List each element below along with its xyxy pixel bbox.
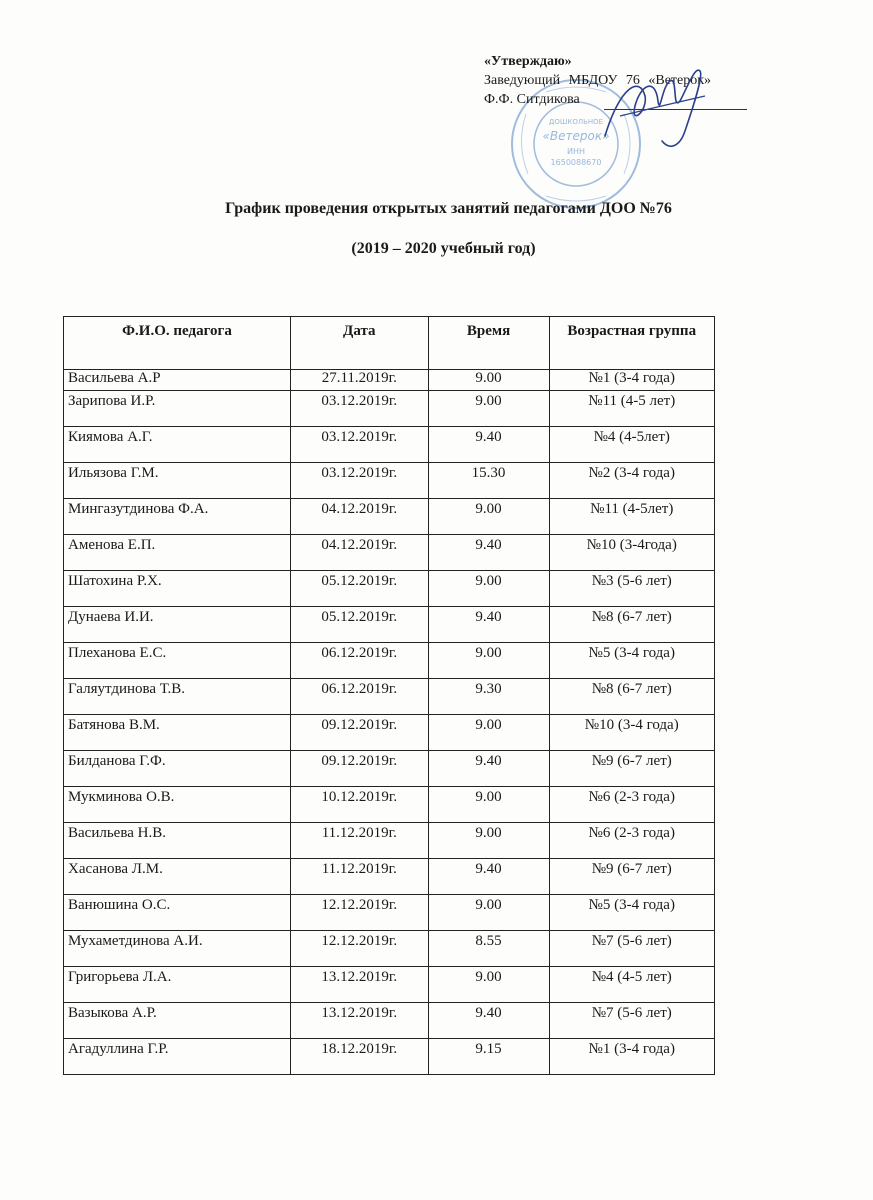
cell-time: 9.40 [428,535,549,571]
cell-time: 9.40 [428,751,549,787]
table-row [64,571,715,607]
cell-date: 09.12.2019г. [290,751,428,787]
svg-text:«Ветерок»: «Ветерок» [542,129,610,143]
cell-time: 9.00 [428,499,549,535]
table-row [64,1003,715,1039]
cell-teacher-name: Киямова А.Г. [64,427,291,463]
table-row [64,391,715,427]
cell-teacher-name: Агадуллина Г.Р. [64,1039,291,1075]
cell-teacher-name: Мингазутдинова Ф.А. [64,499,291,535]
cell-time: 9.00 [428,391,549,427]
cell-date: 10.12.2019г. [290,787,428,823]
cell-date: 04.12.2019г. [290,535,428,571]
cell-time: 9.40 [428,1003,549,1039]
cell-age-group: №7 (5-6 лет) [549,1003,715,1039]
cell-date: 11.12.2019г. [290,823,428,859]
cell-age-group: №10 (3-4 года) [549,715,715,751]
cell-teacher-name: Григорьева Л.А. [64,967,291,1003]
header-teacher-name: Ф.И.О. педагога [64,317,291,370]
approval-title: «Утверждаю» [484,54,572,69]
cell-date: 09.12.2019г. [290,715,428,751]
table-row [64,535,715,571]
cell-teacher-name: Хасанова Л.М. [64,859,291,895]
cell-age-group: №3 (5-6 лет) [549,571,715,607]
cell-age-group: №8 (6-7 лет) [549,607,715,643]
table-row [64,370,715,391]
cell-time: 9.15 [428,1039,549,1075]
cell-date: 12.12.2019г. [290,895,428,931]
table-row [64,715,715,751]
cell-age-group: №4 (4-5лет) [549,427,715,463]
cell-date: 05.12.2019г. [290,607,428,643]
cell-teacher-name: Ванюшина О.С. [64,895,291,931]
cell-teacher-name: Галяутдинова Т.В. [64,679,291,715]
table-row [64,643,715,679]
table-row [64,931,715,967]
header-time: Время [428,317,549,370]
cell-teacher-name: Шатохина Р.Х. [64,571,291,607]
cell-age-group: №5 (3-4 года) [549,643,715,679]
cell-age-group: №6 (2-3 года) [549,787,715,823]
cell-age-group: №2 (3-4 года) [549,463,715,499]
approval-name: Ф.Ф. Ситдикова [484,92,580,107]
cell-age-group: №6 (2-3 года) [549,823,715,859]
cell-time: 9.00 [428,895,549,931]
cell-age-group: №1 (3-4 года) [549,1039,715,1075]
table-row [64,823,715,859]
table-row [64,427,715,463]
cell-teacher-name: Мухаметдинова А.И. [64,931,291,967]
header-age-group: Возрастная группа [549,317,715,370]
svg-text:ДОШКОЛЬНОЕ: ДОШКОЛЬНОЕ [548,118,604,126]
table-row [64,499,715,535]
table-header-row [64,317,715,370]
cell-teacher-name: Билданова Г.Ф. [64,751,291,787]
cell-time: 9.30 [428,679,549,715]
cell-date: 27.11.2019г. [290,370,428,391]
cell-age-group: №11 (4-5 лет) [549,391,715,427]
cell-time: 9.00 [428,787,549,823]
cell-time: 9.40 [428,607,549,643]
svg-text:ИНН: ИНН [566,147,586,156]
cell-date: 13.12.2019г. [290,1003,428,1039]
cell-date: 18.12.2019г. [290,1039,428,1075]
table-row [64,895,715,931]
table-row [64,787,715,823]
cell-age-group: №1 (3-4 года) [549,370,715,391]
cell-time: 9.00 [428,571,549,607]
cell-teacher-name: Плеханова Е.С. [64,643,291,679]
schedule-table [63,316,715,1075]
table-row [64,859,715,895]
cell-date: 11.12.2019г. [290,859,428,895]
cell-age-group: №9 (6-7 лет) [549,751,715,787]
table-row [64,751,715,787]
cell-time: 9.00 [428,967,549,1003]
table-row [64,1039,715,1075]
table-row [64,679,715,715]
cell-time: 9.00 [428,370,549,391]
cell-time: 9.40 [428,859,549,895]
cell-time: 9.00 [428,823,549,859]
cell-date: 06.12.2019г. [290,643,428,679]
cell-age-group: №5 (3-4 года) [549,895,715,931]
cell-teacher-name: Аменова Е.П. [64,535,291,571]
cell-time: 9.00 [428,715,549,751]
cell-teacher-name: Дунаева И.И. [64,607,291,643]
cell-date: 03.12.2019г. [290,391,428,427]
cell-time: 8.55 [428,931,549,967]
cell-date: 12.12.2019г. [290,931,428,967]
cell-teacher-name: Вазыкова А.Р. [64,1003,291,1039]
cell-date: 05.12.2019г. [290,571,428,607]
table-row [64,607,715,643]
approval-position: Заведующий МБДОУ 76 «Ветерок» [484,73,712,88]
cell-time: 9.40 [428,427,549,463]
table-row [64,463,715,499]
cell-teacher-name: Васильева Н.В. [64,823,291,859]
cell-age-group: №4 (4-5 лет) [549,967,715,1003]
cell-time: 9.00 [428,643,549,679]
cell-date: 06.12.2019г. [290,679,428,715]
cell-date: 03.12.2019г. [290,463,428,499]
handwritten-signature [600,56,710,156]
cell-teacher-name: Васильева А.Р [64,370,291,391]
document-subtitle: (2019 – 2020 учебный год) [351,240,536,257]
cell-teacher-name: Ильязова Г.М. [64,463,291,499]
cell-date: 13.12.2019г. [290,967,428,1003]
cell-date: 04.12.2019г. [290,499,428,535]
header-date: Дата [290,317,428,370]
cell-age-group: №9 (6-7 лет) [549,859,715,895]
cell-age-group: №8 (6-7 лет) [549,679,715,715]
cell-time: 15.30 [428,463,549,499]
cell-teacher-name: Батянова В.М. [64,715,291,751]
cell-age-group: №10 (3-4года) [549,535,715,571]
svg-text:1650088670: 1650088670 [550,158,602,167]
cell-age-group: №11 (4-5лет) [549,499,715,535]
document-title: График проведения открытых занятий педагогами ДОО №76 [225,200,672,217]
table-row [64,967,715,1003]
cell-date: 03.12.2019г. [290,427,428,463]
cell-teacher-name: Зарипова И.Р. [64,391,291,427]
cell-age-group: №7 (5-6 лет) [549,931,715,967]
cell-teacher-name: Мукминова О.В. [64,787,291,823]
